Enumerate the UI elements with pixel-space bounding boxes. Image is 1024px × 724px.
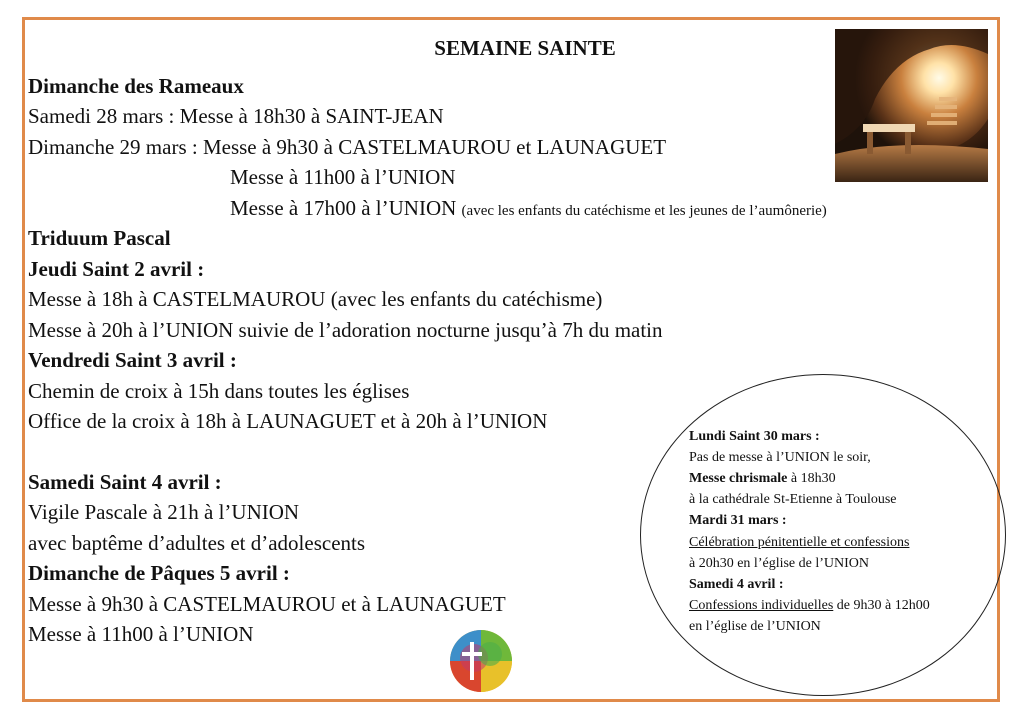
paques-line-2: Messe à 11h00 à l’UNION bbox=[28, 622, 254, 646]
samedi-line-2: avec baptême d’adultes et d’adolescents bbox=[28, 531, 366, 555]
circle-lundi-line-2 bbox=[689, 470, 836, 487]
rameaux-line-2: Dimanche 29 mars : Messe à 9h30 à CASTELMAUROU et LAUNAGUET bbox=[28, 135, 667, 159]
circle-confessions-individuelles: Confessions individuelles bbox=[689, 598, 834, 613]
parish-logo-icon bbox=[448, 628, 514, 694]
circle-lundi-line-1: Pas de messe à l’UNION le soir, bbox=[689, 450, 871, 465]
rameaux-line-4 bbox=[230, 195, 827, 224]
circle-samedi-line-2: en l’église de l’UNION bbox=[689, 619, 821, 634]
circle-lundi-line-3: à la cathédrale St-Etienne à Toulouse bbox=[689, 492, 897, 507]
rameaux-line-1: Samedi 28 mars : Messe à 18h30 à SAINT-JEAN bbox=[28, 104, 444, 128]
circle-samedi-heading: Samedi 4 avril : bbox=[689, 577, 784, 592]
rameaux-line-4-main: Messe à 17h00 à l’UNION bbox=[230, 196, 457, 220]
circle-mardi-line-1: Célébration pénitentielle et confessions bbox=[689, 535, 910, 550]
rameaux-line-3: Messe à 11h00 à l’UNION bbox=[230, 165, 456, 189]
circle-mardi-heading: Mardi 31 mars : bbox=[689, 513, 787, 528]
paques-line-1: Messe à 9h30 à CASTELMAUROU et à LAUNAGUET bbox=[28, 592, 506, 616]
circle-lundi-heading: Lundi Saint 30 mars : bbox=[689, 429, 820, 444]
rameaux-heading: Dimanche des Rameaux bbox=[28, 74, 244, 98]
samedi-line-1: Vigile Pascale à 21h à l’UNION bbox=[28, 500, 300, 524]
vendredi-line-2: Office de la croix à 18h à LAUNAGUET et à 20h à l’UNION bbox=[28, 409, 548, 433]
triduum-heading: Triduum Pascal bbox=[28, 226, 171, 250]
jeudi-line-1: Messe à 18h à CASTELMAUROU (avec les enfants du catéchisme) bbox=[28, 287, 603, 311]
circle-mardi-line-2: à 20h30 en l’église de l’UNION bbox=[689, 556, 870, 571]
circle-samedi-line-1 bbox=[689, 597, 930, 614]
tomb-cave-light-image bbox=[835, 29, 988, 182]
rameaux-line-4-note: (avec les enfants du catéchisme et les jeunes de l’aumônerie) bbox=[461, 203, 827, 219]
circle-samedi-line-1-time: de 9h30 à 12h00 bbox=[833, 598, 930, 613]
vendredi-heading: Vendredi Saint 3 avril : bbox=[28, 348, 237, 372]
page-title: SEMAINE SAINTE bbox=[434, 36, 616, 60]
paques-heading: Dimanche de Pâques 5 avril : bbox=[28, 561, 290, 585]
circle-lundi-line-2-time: à 18h30 bbox=[787, 471, 836, 486]
samedi-heading: Samedi Saint 4 avril : bbox=[28, 470, 222, 494]
jeudi-heading: Jeudi Saint 2 avril : bbox=[28, 257, 205, 281]
circle-messe-chrismale: Messe chrismale bbox=[689, 471, 788, 486]
vendredi-line-1: Chemin de croix à 15h dans toutes les églises bbox=[28, 379, 410, 403]
jeudi-line-2: Messe à 20h à l’UNION suivie de l’adoration nocturne jusqu’à 7h du matin bbox=[28, 318, 663, 342]
